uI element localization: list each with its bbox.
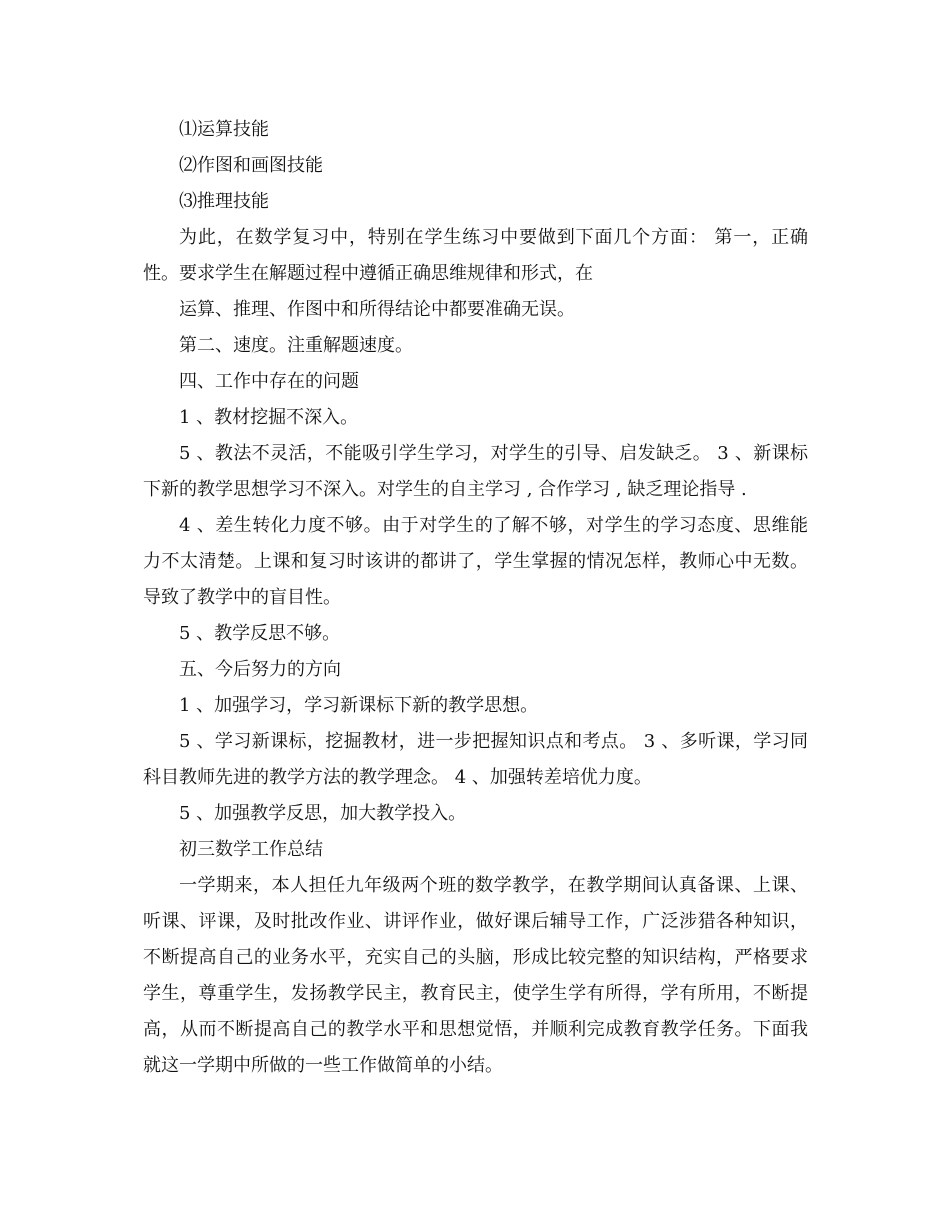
paragraph-accuracy: 运算、推理、作图中和所得结论中都要准确无误。 — [179, 299, 575, 320]
paragraph-review-requirements: 为此，在数学复习中，特别在学生练习中要做到下面几个方面： 第一，正确性。要求学生在解题过程中遵循正确思维规律和形式，在 — [143, 227, 808, 284]
paragraph-skill-2: ⑵作图和画图技能 — [179, 155, 323, 176]
paragraph-direction-2: 5 、学习新课标，挖掘教材，进一步把握知识点和考点。 3 、多听课，学习同科目教师先进的教学方法的教学理念。 4 、加强转差培优力度。 — [143, 731, 808, 788]
document-body — [143, 112, 808, 1084]
paragraph-skill-1: ⑴运算技能 — [179, 119, 269, 140]
paragraph-problem-5: 5 、教学反思不够。 — [179, 623, 341, 644]
paragraph-problem-2: 5 、教法不灵活，不能吸引学生学习，对学生的引导、启发缺乏。 3 、新课标下新的教学思想学习不深入。对学生的自主学习 , 合作学习 , 缺乏理论指导 . — [143, 443, 808, 500]
paragraph-problem-4: 4 、差生转化力度不够。由于对学生的了解不够，对学生的学习态度、思维能力不太清楚。上课和复习时该讲的都讲了，学生掌握的情况怎样，教师心中无数。导致了教学中的盲目性。 — [143, 515, 808, 608]
paragraph-summary: 一学期来，本人担任九年级两个班的数学教学，在教学期间认真备课、上课、听课、评课，及时批改作业、讲评作业，做好课后辅导工作，广泛涉猎各种知识，不断提高自己的业务水平，充实自己的头脑，形成比较完整的知识结构，严格要求学生，尊重学生，发扬教学民主，教育民主，使学生学有所得，学有所用，不断提高，从而不断提高自己的教学水平和思想觉悟，并顺利完成教育教学任务。下面我就这一学期中所做的一些工作做简单的小结。 — [143, 875, 808, 1076]
section-heading-problems: 四、工作中存在的问题 — [179, 371, 359, 392]
section-heading-summary: 初三数学工作总结 — [179, 839, 323, 860]
paragraph-problem-1: 1 、教材挖掘不深入。 — [179, 407, 359, 428]
paragraph-speed: 第二、速度。注重解题速度。 — [179, 335, 413, 356]
section-heading-direction: 五、今后努力的方向 — [179, 659, 341, 680]
paragraph-direction-1: 1 、加强学习，学习新课标下新的教学思想。 — [179, 695, 539, 716]
paragraph-direction-5: 5 、加强教学反思，加大教学投入。 — [179, 803, 467, 824]
paragraph-skill-3: ⑶推理技能 — [179, 191, 269, 212]
